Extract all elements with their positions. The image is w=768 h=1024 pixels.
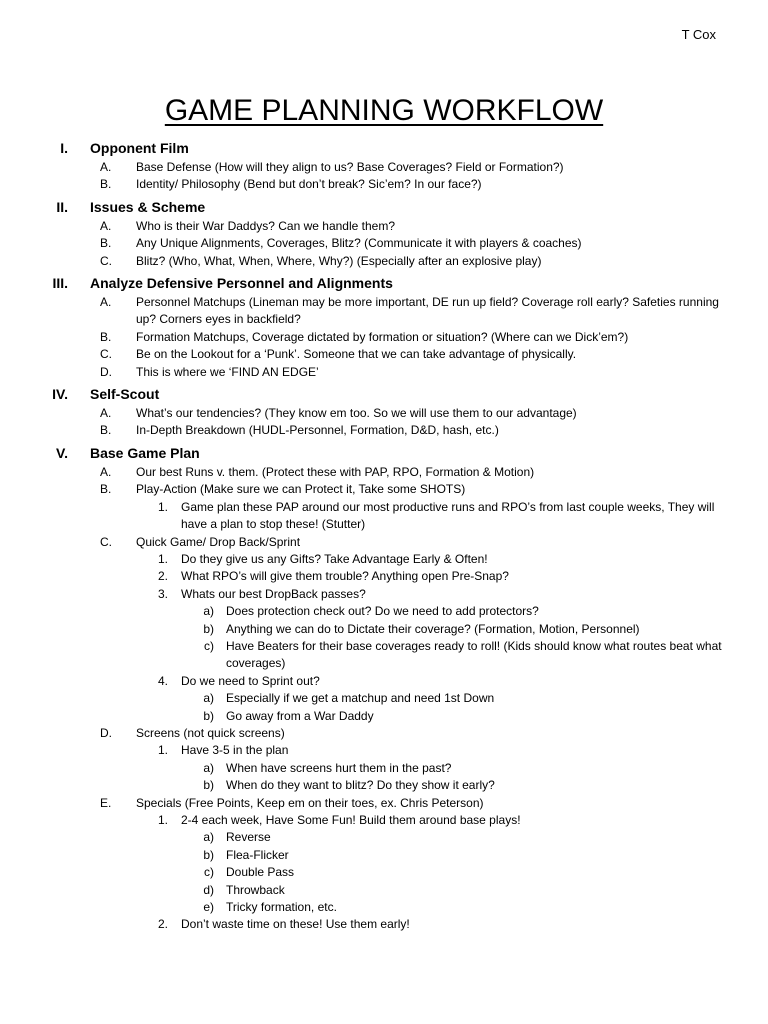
list-item-text: Have Beaters for their base coverages ready to roll! (Kids should know what routes beat what coverages)	[226, 638, 722, 671]
list-marker: A.	[100, 295, 112, 310]
list-item	[0, 464, 768, 481]
section-number: V.	[56, 444, 68, 461]
list-marker: 1.	[157, 499, 168, 514]
list-marker: 1.	[157, 813, 168, 827]
outline-section	[0, 140, 768, 194]
list-marker: 2.	[157, 569, 168, 584]
list-item	[0, 795, 768, 812]
list-item-text: Double Pass	[226, 865, 295, 880]
list-item	[0, 253, 768, 270]
list-marker: C.	[100, 534, 112, 549]
list-marker: 1.	[157, 743, 168, 758]
list-item-text: Throwback	[226, 882, 285, 897]
list-marker: C.	[100, 253, 112, 268]
section-number: II.	[56, 198, 68, 215]
list-item	[0, 725, 768, 742]
list-item-text: Does protection check out? Do we need to add protectors?	[226, 604, 539, 619]
section-number: IV.	[52, 386, 68, 403]
list-item-text: Our best Runs v. them. (Protect these with PAP, RPO, Formation & Motion)	[136, 464, 535, 479]
list-item-text: Reverse	[226, 830, 271, 845]
outline-section	[0, 275, 768, 381]
list-item-text: What RPO’s will give them trouble? Anything open Pre-Snap?	[181, 569, 509, 584]
section-heading	[0, 140, 768, 159]
list-item-text: Base Defense (How will they align to us? Base Coverages? Field or Formation?)	[136, 160, 564, 174]
list-marker: A.	[100, 406, 112, 421]
list-marker: 1.	[157, 551, 168, 566]
list-marker: b)	[203, 847, 214, 862]
list-item	[0, 673, 768, 690]
list-marker: C.	[100, 347, 112, 362]
list-item-text: What’s our tendencies? (They know em too. So we will use them to our advantage)	[136, 406, 577, 421]
list-marker: b)	[203, 708, 214, 723]
list-item	[0, 621, 768, 638]
list-item	[0, 690, 768, 707]
list-item-text: When do they want to blitz? Do they show it early?	[226, 778, 495, 793]
list-marker: B.	[100, 423, 112, 438]
list-item-text: Tricky formation, etc.	[226, 900, 337, 915]
list-item	[0, 364, 768, 381]
list-marker: b)	[203, 778, 214, 793]
list-item-text: 2-4 each week, Have Some Fun! Build them around base plays!	[181, 813, 521, 827]
list-item-text: Have 3-5 in the plan	[181, 743, 289, 758]
list-item	[0, 882, 768, 899]
list-item	[0, 847, 768, 864]
list-marker: D.	[100, 725, 112, 740]
list-item-text: Specials (Free Points, Keep em on their toes, ex. Chris Peterson)	[136, 795, 484, 810]
section-title: Base Game Plan	[90, 444, 200, 461]
outline-section	[0, 445, 768, 934]
section-title: Analyze Defensive Personnel and Alignments	[90, 275, 393, 292]
author-name: T Cox	[681, 27, 716, 42]
list-item-text: Identity/ Philosophy (Bend but don’t break? Sic’em? In our face?)	[136, 177, 482, 192]
section-number: III.	[52, 275, 68, 292]
list-item	[0, 708, 768, 725]
list-item	[0, 568, 768, 585]
list-marker: A.	[100, 160, 112, 174]
list-item-text: This is where we ‘FIND AN EDGE’	[136, 364, 319, 379]
list-item	[0, 422, 768, 439]
list-item	[0, 899, 768, 916]
list-marker: 3.	[157, 586, 168, 601]
list-item	[0, 760, 768, 777]
list-item	[0, 405, 768, 422]
list-item-text: Blitz? (Who, What, When, Where, Why?) (Especially after an explosive play)	[136, 253, 542, 268]
list-marker: a)	[203, 691, 214, 706]
list-item-text: Especially if we get a matchup and need 1st Down	[226, 691, 495, 706]
list-item-text: Don’t waste time on these! Use them early!	[181, 917, 410, 932]
list-marker: B.	[100, 236, 112, 251]
list-item	[0, 603, 768, 620]
list-item-text: When have screens hurt them in the past?	[226, 760, 452, 775]
list-item	[0, 742, 768, 759]
list-marker: a)	[203, 830, 214, 845]
list-item	[0, 638, 768, 673]
list-marker: B.	[100, 329, 112, 344]
list-item	[0, 534, 768, 551]
list-marker: 4.	[157, 673, 168, 688]
list-marker: b)	[203, 621, 214, 636]
list-item	[0, 235, 768, 252]
outline-section	[0, 386, 768, 440]
list-item-text: Play-Action (Make sure we can Protect it, Take some SHOTS)	[136, 482, 466, 497]
section-title: Self-Scout	[90, 386, 160, 403]
list-item-text: Flea-Flicker	[226, 847, 289, 862]
list-item-text: Screens (not quick screens)	[136, 725, 285, 740]
list-item	[0, 586, 768, 603]
list-item	[0, 864, 768, 881]
list-marker: A.	[100, 218, 112, 233]
list-marker: c)	[204, 865, 214, 880]
list-item-text: Anything we can do to Dictate their coverage? (Formation, Motion, Personnel)	[226, 621, 640, 636]
list-item	[0, 481, 768, 498]
list-marker: c)	[204, 638, 214, 653]
list-item-text: Any Unique Alignments, Coverages, Blitz? (Communicate it with players & coaches)	[136, 236, 582, 251]
list-marker: a)	[203, 760, 214, 775]
list-item-text: Formation Matchups, Coverage dictated by formation or situation? (Where can we Dick’em?)	[136, 329, 629, 344]
list-item-text: In-Depth Breakdown (HUDL-Personnel, Formation, D&D, hash, etc.)	[136, 423, 499, 438]
list-item	[0, 159, 768, 176]
list-marker: 2.	[157, 917, 168, 932]
list-marker: E.	[100, 795, 112, 810]
list-item	[0, 176, 768, 193]
outline-section	[0, 199, 768, 270]
list-item	[0, 777, 768, 794]
list-marker: e)	[203, 900, 214, 915]
list-item	[0, 294, 768, 329]
list-item	[0, 551, 768, 568]
list-marker: a)	[203, 604, 214, 619]
section-number: I.	[60, 140, 68, 156]
page-title-text: GAME PLANNING WORKFLOW	[164, 94, 604, 127]
list-item-text: Do we need to Sprint out?	[181, 673, 320, 688]
outline	[0, 135, 768, 934]
section-heading	[0, 386, 768, 405]
list-item-text: Who is their War Daddys? Can we handle them?	[136, 218, 396, 233]
list-item	[0, 916, 768, 933]
page-title	[0, 92, 768, 130]
list-item-text: Be on the Lookout for a ‘Punk’. Someone that we can take advantage of physically.	[136, 347, 577, 362]
list-marker: B.	[100, 482, 112, 497]
section-heading	[0, 445, 768, 464]
list-item	[0, 329, 768, 346]
list-item	[0, 829, 768, 846]
list-marker: D.	[100, 364, 112, 379]
list-item-text: Whats our best DropBack passes?	[181, 586, 366, 601]
section-title: Issues & Scheme	[90, 198, 206, 215]
section-title: Opponent Film	[90, 140, 189, 156]
list-item-text: Game plan these PAP around our most productive runs and RPO’s from last couple weeks, They will have a plan to stop these! (Stutter)	[181, 499, 715, 532]
list-item	[0, 218, 768, 235]
list-item	[0, 346, 768, 363]
list-marker: B.	[100, 177, 112, 192]
list-marker: d)	[203, 882, 214, 897]
section-heading	[0, 199, 768, 218]
list-item	[0, 499, 768, 534]
section-heading	[0, 275, 768, 294]
list-item-text: Do they give us any Gifts? Take Advantage Early & Often!	[181, 551, 488, 566]
list-item-text: Go away from a War Daddy	[226, 708, 374, 723]
list-marker: A.	[100, 464, 112, 479]
list-item	[0, 812, 768, 829]
list-item-text: Personnel Matchups (Lineman may be more important, DE run up field? Coverage roll early? Safeties running up? Corners eyes in backfield?	[136, 295, 719, 327]
list-item-text: Quick Game/ Drop Back/Sprint	[136, 534, 301, 549]
